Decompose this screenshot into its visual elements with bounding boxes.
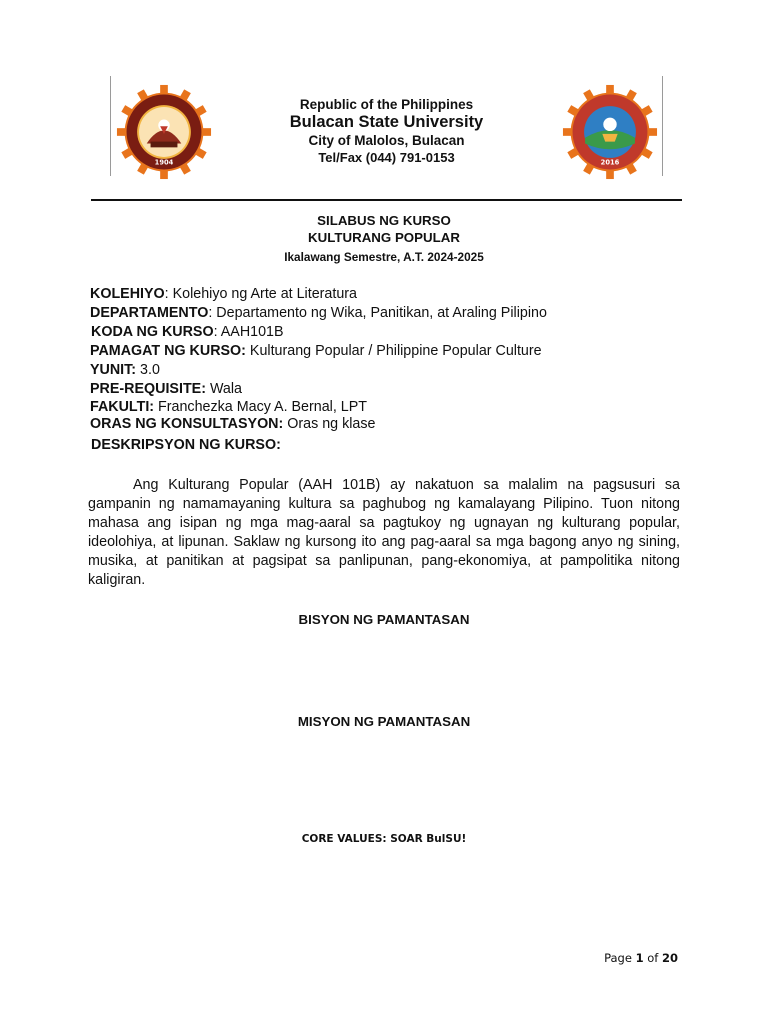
page-number (604, 951, 678, 965)
misyon-heading: MISYON NG PAMANTASAN (297, 714, 471, 729)
info-fakulti (90, 399, 547, 416)
info-departamento (90, 304, 547, 323)
page-total: 20 (661, 951, 678, 965)
yunit-value: 3.0 (136, 362, 160, 378)
header-divider (91, 199, 682, 201)
page-current: 1 (635, 951, 644, 965)
info-yunit (90, 361, 547, 380)
info-prerequisite (90, 380, 547, 399)
departamento-value: : Departamento ng Wika, Panitikan, at Araling Pilipino (208, 305, 547, 321)
yunit-label: YUNIT: (90, 362, 137, 378)
course-title: KULTURANG POPULAR (308, 230, 460, 245)
college-seal-icon (562, 84, 658, 180)
fakulti-value: Franchezka Macy A. Bernal, LPT (154, 399, 368, 415)
description-heading: DESKRIPSYON NG KURSO: (91, 437, 281, 453)
course-info (90, 285, 547, 433)
prerequisite-value: Wala (205, 381, 242, 397)
page-prefix: Page (604, 951, 636, 965)
oras-value: Oras ng klase (283, 416, 376, 432)
city-line: City of Malolos, Bulacan (308, 133, 465, 148)
fakulti-label: FAKULTI: (90, 399, 155, 415)
right-seal-year: 2016 (600, 158, 620, 167)
syllabus-title: SILABUS NG KURSO (317, 213, 451, 228)
info-kolehiyo (90, 285, 547, 304)
oras-label: ORAS NG KONSULTASYON: (90, 416, 284, 432)
kolehiyo-label: KOLEHIYO (90, 286, 165, 302)
left-seal-year: 1904 (154, 158, 174, 167)
bisyon-heading: BISYON NG PAMANTASAN (298, 612, 470, 627)
core-values: CORE VALUES: SOAR BulSU! (301, 833, 467, 845)
letterhead (110, 76, 663, 176)
koda-value: : AAH101B (213, 324, 284, 340)
prerequisite-label: PRE-REQUISITE: (90, 381, 206, 397)
pamagat-value: Kulturang Popular / Philippine Popular Culture (245, 343, 542, 359)
semester-line: Ikalawang Semestre, A.T. 2024-2025 (284, 250, 484, 264)
telfax-line: Tel/Fax (044) 791-0153 (318, 150, 455, 165)
info-koda (90, 323, 547, 342)
koda-label: KODA NG KURSO (91, 324, 214, 340)
info-oras (90, 416, 547, 433)
university-name: Bulacan State University (289, 113, 484, 131)
kolehiyo-value: : Kolehiyo ng Arte at Literatura (164, 286, 358, 302)
description-paragraph: Ang Kulturang Popular (AAH 101B) ay nakatuon sa malalim na pagsusuri sa gampanin ng namamayaning kultura sa paghubog ng kamalayang Pilipino. Tuon nitong mahasa ang isipan ng mga mag-aaral sa pagtukoy ng ugnayan ng kulturang popular, ideolohiya, at lipunan. Saklaw ng kursong ito ang pag-aaral sa mga bagong anyo ng sining, musika, at panitikan at pagsipat sa panlipunan, pang-ekonomiya, at pampolitika nitong kaligiran. (88, 477, 680, 588)
departamento-label: DEPARTAMENTO (90, 305, 209, 321)
republic-line: Republic of the Philippines (299, 97, 474, 112)
info-pamagat (90, 342, 547, 361)
page-of: of (643, 951, 662, 965)
pamagat-label: PAMAGAT NG KURSO: (90, 343, 246, 359)
